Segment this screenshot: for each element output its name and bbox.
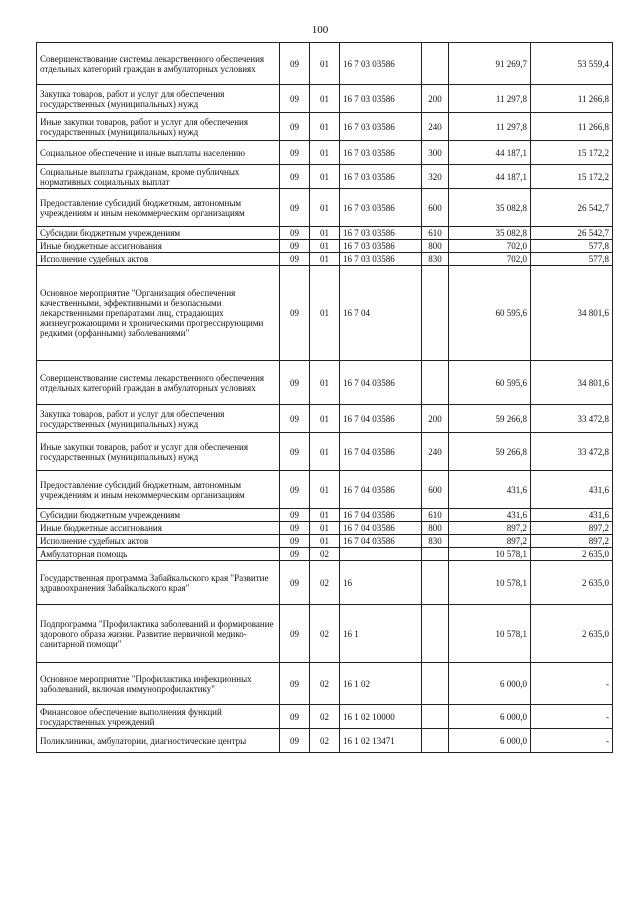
row-section: 09 <box>280 253 310 266</box>
row-expense-type: 200 <box>422 405 449 433</box>
row-amount-1: 897,2 <box>449 535 531 548</box>
row-amount-2: 577,8 <box>531 253 613 266</box>
row-name: Исполнение судебных актов <box>37 253 280 266</box>
row-section: 09 <box>280 165 310 189</box>
row-expense-type <box>422 548 449 561</box>
row-amount-1: 44 187,1 <box>449 141 531 165</box>
row-subsection: 01 <box>310 361 340 405</box>
row-expense-type: 300 <box>422 141 449 165</box>
row-name: Совершенствование системы лекарственного обеспечения отдельных категорий граждан в амбулаторных условиях <box>37 361 280 405</box>
row-subsection: 01 <box>310 433 340 471</box>
table-row <box>37 535 613 548</box>
row-expense-type: 610 <box>422 227 449 240</box>
row-amount-2: - <box>531 729 613 753</box>
row-target-article: 16 <box>340 561 422 605</box>
row-target-article: 16 7 03 03586 <box>340 85 422 113</box>
row-subsection: 01 <box>310 43 340 85</box>
row-expense-type: 830 <box>422 253 449 266</box>
row-amount-1: 11 297,8 <box>449 113 531 141</box>
row-section: 09 <box>280 509 310 522</box>
row-subsection: 01 <box>310 189 340 227</box>
table-row <box>37 113 613 141</box>
row-amount-2: 34 801,6 <box>531 361 613 405</box>
budget-table <box>36 42 613 753</box>
row-section: 09 <box>280 361 310 405</box>
row-amount-2: 34 801,6 <box>531 266 613 361</box>
row-section: 09 <box>280 522 310 535</box>
row-subsection: 01 <box>310 240 340 253</box>
row-subsection: 02 <box>310 705 340 729</box>
row-subsection: 02 <box>310 663 340 705</box>
row-name: Социальные выплаты гражданам, кроме публичных нормативных социальных выплат <box>37 165 280 189</box>
row-expense-type: 200 <box>422 85 449 113</box>
row-amount-1: 35 082,8 <box>449 189 531 227</box>
table-row <box>37 471 613 509</box>
row-amount-1: 10 578,1 <box>449 605 531 663</box>
row-section: 09 <box>280 729 310 753</box>
row-name: Предоставление субсидий бюджетным, автономным учреждениям и иным некоммерческим организациям <box>37 471 280 509</box>
row-expense-type: 320 <box>422 165 449 189</box>
row-name: Поликлиники, амбулатории, диагностические центры <box>37 729 280 753</box>
row-target-article: 16 1 02 <box>340 663 422 705</box>
row-section: 09 <box>280 663 310 705</box>
row-target-article: 16 7 04 03586 <box>340 405 422 433</box>
row-expense-type <box>422 729 449 753</box>
row-amount-1: 6 000,0 <box>449 705 531 729</box>
row-section: 09 <box>280 227 310 240</box>
row-section: 09 <box>280 535 310 548</box>
row-subsection: 01 <box>310 266 340 361</box>
table-row <box>37 705 613 729</box>
table-row <box>37 165 613 189</box>
row-section: 09 <box>280 561 310 605</box>
row-target-article: 16 7 04 03586 <box>340 471 422 509</box>
row-expense-type: 600 <box>422 189 449 227</box>
row-expense-type: 610 <box>422 509 449 522</box>
table-row <box>37 405 613 433</box>
row-target-article: 16 1 02 13471 <box>340 729 422 753</box>
row-expense-type <box>422 561 449 605</box>
row-name: Амбулаторная помощь <box>37 548 280 561</box>
row-amount-2: 431,6 <box>531 471 613 509</box>
row-expense-type: 800 <box>422 522 449 535</box>
row-name: Закупка товаров, работ и услуг для обеспечения государственных (муниципальных) нужд <box>37 405 280 433</box>
row-amount-2: 2 635,0 <box>531 561 613 605</box>
table-row <box>37 227 613 240</box>
row-target-article: 16 7 04 03586 <box>340 535 422 548</box>
row-expense-type <box>422 705 449 729</box>
row-name: Иные бюджетные ассигнования <box>37 522 280 535</box>
row-section: 09 <box>280 266 310 361</box>
table-row <box>37 509 613 522</box>
row-section: 09 <box>280 113 310 141</box>
row-target-article: 16 7 03 03586 <box>340 227 422 240</box>
row-amount-1: 702,0 <box>449 253 531 266</box>
row-subsection: 01 <box>310 165 340 189</box>
row-subsection: 01 <box>310 471 340 509</box>
row-amount-2: 2 635,0 <box>531 605 613 663</box>
row-amount-2: 26 542,7 <box>531 227 613 240</box>
row-amount-2: 577,8 <box>531 240 613 253</box>
row-expense-type: 830 <box>422 535 449 548</box>
row-amount-2: 33 472,8 <box>531 405 613 433</box>
table-row <box>37 605 613 663</box>
row-name: Государственная программа Забайкальского края "Развитие здравоохранения Забайкальского края" <box>37 561 280 605</box>
table-row <box>37 240 613 253</box>
table-row <box>37 85 613 113</box>
table-row <box>37 663 613 705</box>
table-row <box>37 729 613 753</box>
row-subsection: 02 <box>310 605 340 663</box>
row-target-article: 16 7 03 03586 <box>340 240 422 253</box>
table-row <box>37 43 613 85</box>
row-amount-2: 33 472,8 <box>531 433 613 471</box>
row-subsection: 01 <box>310 522 340 535</box>
row-target-article: 16 7 03 03586 <box>340 165 422 189</box>
row-subsection: 02 <box>310 729 340 753</box>
row-target-article: 16 1 02 10000 <box>340 705 422 729</box>
row-target-article: 16 7 03 03586 <box>340 189 422 227</box>
row-amount-2: 431,6 <box>531 509 613 522</box>
row-section: 09 <box>280 605 310 663</box>
row-amount-1: 59 266,8 <box>449 433 531 471</box>
row-amount-2: 897,2 <box>531 535 613 548</box>
row-section: 09 <box>280 471 310 509</box>
row-amount-1: 11 297,8 <box>449 85 531 113</box>
row-amount-1: 431,6 <box>449 471 531 509</box>
row-amount-2: 11 266,8 <box>531 113 613 141</box>
row-name: Субсидии бюджетным учреждениям <box>37 227 280 240</box>
row-section: 09 <box>280 548 310 561</box>
table-row <box>37 189 613 227</box>
row-section: 09 <box>280 43 310 85</box>
row-section: 09 <box>280 141 310 165</box>
row-amount-1: 431,6 <box>449 509 531 522</box>
row-target-article: 16 7 03 03586 <box>340 141 422 165</box>
row-amount-1: 10 578,1 <box>449 561 531 605</box>
row-expense-type <box>422 266 449 361</box>
row-name: Совершенствование системы лекарственного обеспечения отдельных категорий граждан в амбулаторных условиях <box>37 43 280 85</box>
page-number: 100 <box>311 24 329 36</box>
row-amount-1: 897,2 <box>449 522 531 535</box>
row-amount-2: - <box>531 663 613 705</box>
row-amount-1: 6 000,0 <box>449 663 531 705</box>
row-amount-2: 53 559,4 <box>531 43 613 85</box>
row-target-article: 16 7 04 03586 <box>340 361 422 405</box>
table-row <box>37 266 613 361</box>
row-target-article: 16 7 03 03586 <box>340 253 422 266</box>
table-row <box>37 141 613 165</box>
row-name: Финансовое обеспечение выполнения функций государственных учреждений <box>37 705 280 729</box>
row-expense-type <box>422 361 449 405</box>
row-amount-2: 11 266,8 <box>531 85 613 113</box>
row-section: 09 <box>280 240 310 253</box>
row-subsection: 01 <box>310 509 340 522</box>
row-name: Субсидии бюджетным учреждениям <box>37 509 280 522</box>
row-target-article: 16 1 <box>340 605 422 663</box>
row-target-article <box>340 548 422 561</box>
row-amount-2: 15 172,2 <box>531 141 613 165</box>
row-subsection: 01 <box>310 535 340 548</box>
table-body <box>37 43 613 753</box>
row-section: 09 <box>280 433 310 471</box>
row-amount-1: 702,0 <box>449 240 531 253</box>
row-expense-type <box>422 663 449 705</box>
table-row <box>37 561 613 605</box>
row-subsection: 02 <box>310 548 340 561</box>
table-row <box>37 548 613 561</box>
row-name: Иные закупки товаров, работ и услуг для обеспечения государственных (муниципальных) нужд <box>37 113 280 141</box>
row-name: Исполнение судебных актов <box>37 535 280 548</box>
table-row <box>37 361 613 405</box>
row-target-article: 16 7 04 03586 <box>340 522 422 535</box>
row-expense-type <box>422 43 449 85</box>
row-expense-type: 600 <box>422 471 449 509</box>
row-name: Иные бюджетные ассигнования <box>37 240 280 253</box>
row-section: 09 <box>280 189 310 227</box>
row-amount-2: 2 635,0 <box>531 548 613 561</box>
row-target-article: 16 7 04 03586 <box>340 433 422 471</box>
row-amount-1: 59 266,8 <box>449 405 531 433</box>
row-section: 09 <box>280 405 310 433</box>
row-expense-type: 240 <box>422 433 449 471</box>
row-subsection: 01 <box>310 253 340 266</box>
row-amount-1: 60 595,6 <box>449 266 531 361</box>
row-name: Основное мероприятие "Профилактика инфекционных заболеваний, включая иммунопрофилактику" <box>37 663 280 705</box>
row-amount-2: 897,2 <box>531 522 613 535</box>
row-target-article: 16 7 04 03586 <box>340 509 422 522</box>
row-amount-1: 60 595,6 <box>449 361 531 405</box>
row-name: Закупка товаров, работ и услуг для обеспечения государственных (муниципальных) нужд <box>37 85 280 113</box>
row-subsection: 01 <box>310 405 340 433</box>
table-row <box>37 433 613 471</box>
row-subsection: 02 <box>310 561 340 605</box>
table-row <box>37 522 613 535</box>
row-section: 09 <box>280 705 310 729</box>
row-amount-1: 91 269,7 <box>449 43 531 85</box>
row-target-article: 16 7 03 03586 <box>340 113 422 141</box>
row-name: Иные закупки товаров, работ и услуг для обеспечения государственных (муниципальных) нужд <box>37 433 280 471</box>
row-expense-type <box>422 605 449 663</box>
row-expense-type: 240 <box>422 113 449 141</box>
row-target-article: 16 7 04 <box>340 266 422 361</box>
row-amount-1: 6 000,0 <box>449 729 531 753</box>
row-target-article: 16 7 03 03586 <box>340 43 422 85</box>
row-amount-2: 26 542,7 <box>531 189 613 227</box>
row-name: Предоставление субсидий бюджетным, автономным учреждениям и иным некоммерческим организациям <box>37 189 280 227</box>
row-name: Подпрограмма "Профилактика заболеваний и формирование здорового образа жизни. Развитие первичной медико-санитарной помощи" <box>37 605 280 663</box>
row-subsection: 01 <box>310 113 340 141</box>
row-amount-1: 44 187,1 <box>449 165 531 189</box>
row-section: 09 <box>280 85 310 113</box>
row-subsection: 01 <box>310 85 340 113</box>
row-subsection: 01 <box>310 227 340 240</box>
table-row <box>37 253 613 266</box>
row-amount-2: 15 172,2 <box>531 165 613 189</box>
row-name: Основное мероприятие "Организация обеспечения качественными, эффективными и безопасными лекарственными препаратами лиц, страдающих жизнеугрожающими и хроническими прогрессирующими редкими (орфанными) заболеваниями" <box>37 266 280 361</box>
row-name: Социальное обеспечение и иные выплаты населению <box>37 141 280 165</box>
row-expense-type: 800 <box>422 240 449 253</box>
row-subsection: 01 <box>310 141 340 165</box>
row-amount-1: 35 082,8 <box>449 227 531 240</box>
row-amount-2: - <box>531 705 613 729</box>
row-amount-1: 10 578,1 <box>449 548 531 561</box>
